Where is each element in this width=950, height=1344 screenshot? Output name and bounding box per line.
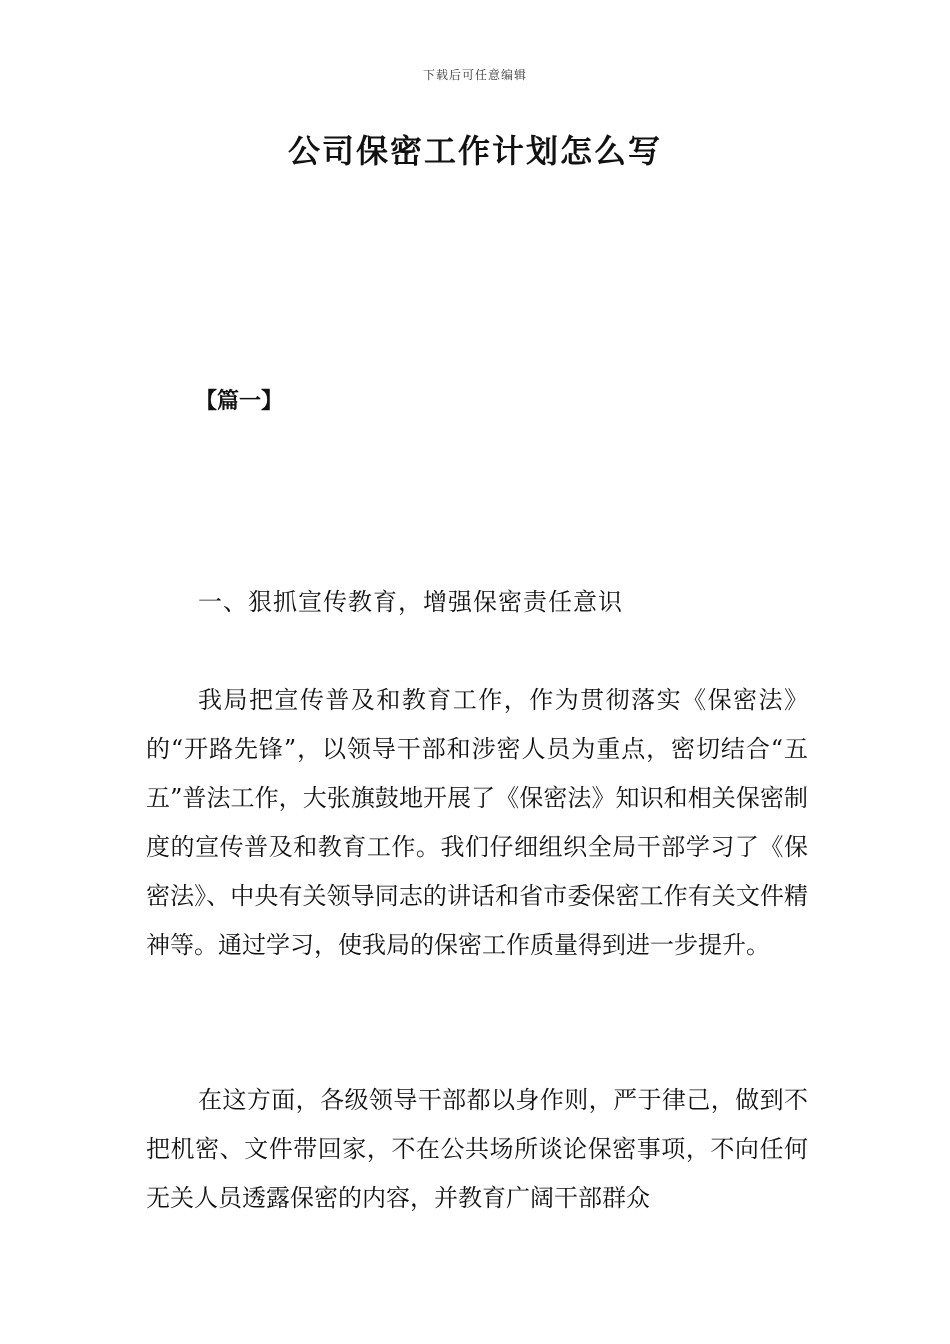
body-paragraph-2: 在这方面，各级领导干部都以身作则，严于律己，做到不把机密、文件带回家，不在公共场所谈论保密事项，不向任何无关人员透露保密的内容，并教育广阔干部群众 bbox=[146, 1086, 808, 1212]
section-heading: 一、狠抓宣传教育，增强保密责任意识 bbox=[198, 588, 623, 616]
header-note: 下载后可任意编辑 bbox=[422, 68, 527, 82]
section-label: 【篇一】 bbox=[195, 389, 284, 414]
body-paragraph-1: 我局把宣传普及和教育工作，作为贯彻落实《保密法》的“开路先锋”，以领导干部和涉密人员为重点，密切结合“五五”普法工作，大张旗鼓地开展了《保密法》知识和相关保密制度的宣传普及和教育工作。我们仔细组织全局干部学习了《保密法》、中央有关领导同志的讲话和省市委保密工作有关文件精神等。通过学习，使我局的保密工作质量得到进一步提升。 bbox=[146, 686, 808, 959]
page-title: 公司保密工作计划怎么写 bbox=[287, 132, 662, 170]
